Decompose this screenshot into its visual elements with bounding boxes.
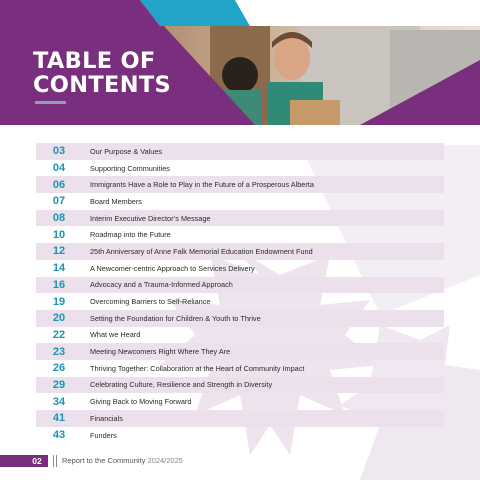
toc-page-number: 43 <box>52 429 66 442</box>
toc-page-number: 10 <box>52 228 66 241</box>
toc-row[interactable] <box>36 377 444 394</box>
toc-entry-title: A Newcomer-centric Approach to Services Delivery <box>90 263 255 273</box>
toc-page-number: 04 <box>52 162 66 175</box>
toc-row[interactable] <box>36 210 444 227</box>
toc-page-number: 03 <box>52 145 66 158</box>
footer-report-year: 2024/2025 <box>147 456 183 465</box>
toc-page-number: 22 <box>52 328 66 341</box>
toc-row[interactable] <box>36 410 444 427</box>
toc-entry-title: Setting the Foundation for Children & Youth to Thrive <box>90 313 261 323</box>
teal-accent-strip <box>0 0 480 26</box>
page-footer <box>0 453 480 469</box>
toc-page-number: 14 <box>52 262 66 275</box>
toc-entry-title: Supporting Communities <box>90 163 170 173</box>
toc-page-number: 20 <box>52 312 66 325</box>
toc-page-number: 26 <box>52 362 66 375</box>
toc-entry-title: Overcoming Barriers to Self-Reliance <box>90 297 211 307</box>
toc-page-number: 07 <box>52 195 66 208</box>
table-of-contents <box>36 143 444 443</box>
toc-entry-title: Thriving Together: Collaboration at the Heart of Community Impact <box>90 363 305 373</box>
toc-entry-title: 25th Anniversary of Anne Falk Memorial Education Endowment Fund <box>90 246 313 256</box>
header-banner <box>0 0 480 125</box>
toc-row[interactable] <box>36 310 444 327</box>
toc-row[interactable] <box>36 226 444 243</box>
toc-row[interactable] <box>36 160 444 177</box>
toc-row[interactable] <box>36 176 444 193</box>
footer-report-title <box>62 456 183 465</box>
toc-row[interactable] <box>36 277 444 294</box>
toc-row[interactable] <box>36 427 444 444</box>
toc-entry-title: Giving Back to Moving Forward <box>90 397 192 407</box>
toc-entry-title: What we Heard <box>90 330 141 340</box>
toc-row[interactable] <box>36 327 444 344</box>
toc-entry-title: Our Purpose & Values <box>90 146 163 156</box>
toc-entry-title: Board Members <box>90 196 142 206</box>
toc-page-number: 06 <box>52 178 66 191</box>
title-line-2: CONTENTS <box>33 72 171 98</box>
toc-entry-title: Celebrating Culture, Resilience and Strength in Diversity <box>90 380 273 390</box>
toc-entry-title: Immigrants Have a Role to Play in the Future of a Prosperous Alberta <box>90 180 314 190</box>
toc-page-number: 34 <box>52 395 66 408</box>
toc-row[interactable] <box>36 243 444 260</box>
toc-entry-title: Roadmap into the Future <box>90 230 171 240</box>
toc-entry-title: Advocacy and a Trauma-Informed Approach <box>90 280 233 290</box>
toc-page-number: 41 <box>52 412 66 425</box>
toc-entry-title: Financials <box>90 413 123 423</box>
page-number: 02 <box>26 455 48 467</box>
page-title <box>33 49 171 97</box>
toc-page-number: 29 <box>52 378 66 391</box>
toc-row[interactable] <box>36 393 444 410</box>
toc-entry-title: Interim Executive Director’s Message <box>90 213 211 223</box>
toc-row[interactable] <box>36 360 444 377</box>
toc-row[interactable] <box>36 193 444 210</box>
title-line-1: TABLE OF <box>33 48 156 74</box>
toc-row[interactable] <box>36 260 444 277</box>
toc-row[interactable] <box>36 143 444 160</box>
footer-divider <box>56 455 57 467</box>
toc-row[interactable] <box>36 293 444 310</box>
toc-page-number: 16 <box>52 278 66 291</box>
toc-page-number: 08 <box>52 212 66 225</box>
toc-page-number: 12 <box>52 245 66 258</box>
footer-divider <box>53 455 54 467</box>
toc-entry-title: Meeting Newcomers Right Where They Are <box>90 347 231 357</box>
footer-report-label: Report to the Community <box>62 456 146 465</box>
toc-page-number: 19 <box>52 295 66 308</box>
toc-page-number: 23 <box>52 345 66 358</box>
toc-entry-title: Funders <box>90 430 117 440</box>
toc-row[interactable] <box>36 343 444 360</box>
title-underline <box>35 101 66 104</box>
